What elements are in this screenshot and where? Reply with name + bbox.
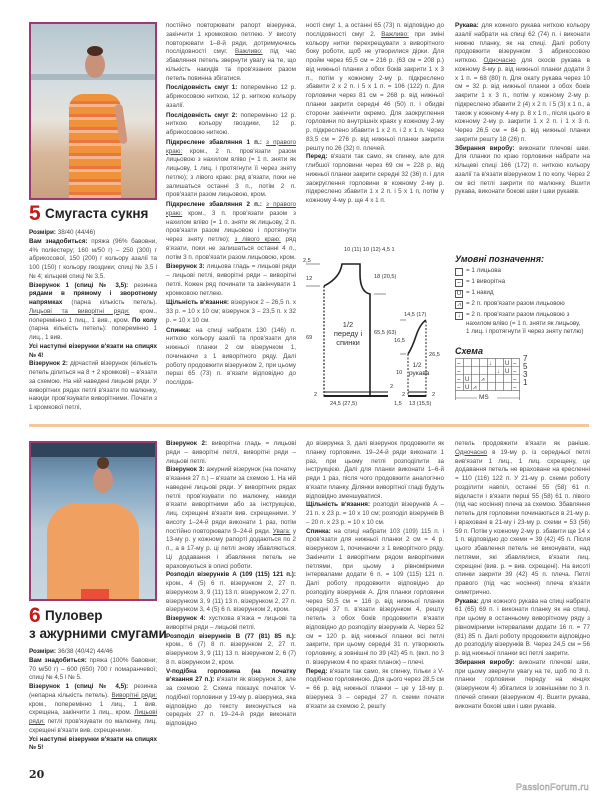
legend-symbol-ssk: ↓ — [455, 312, 463, 320]
stripe-seq2-label: Послідовність смуг 2: — [166, 111, 238, 119]
front-label: Перед: — [306, 153, 328, 161]
pullover-photo — [29, 441, 157, 601]
pattern2-text: виворітна гладь = лицьові ряди – виворітні петлі, виворітні ряди – лицьові петлі. — [166, 440, 297, 465]
pattern1-round-label: По колу — [131, 316, 157, 324]
pattern4-label: Візерунок 4: — [166, 615, 206, 622]
chart-k2tog: ⩘ — [473, 385, 477, 391]
chart-purl: – — [513, 385, 517, 391]
legend-symbol-yarnover: U — [456, 291, 462, 297]
sleeve-dim-2-left: 2 — [402, 392, 406, 398]
col4-text-b: в 19-му р. із середньої петлі вив'язати 1 лиц., 1 лиц. схрещену, це додавання петель не враховане на кресленні = 110 (116) 122 п. У 21-му р. схеми роботу розділити навпіл, останні 55 (58) 61 п. відкласти і в'язати перші 55 (58) 61 п. лівого (під час носіння) плеча за схемою. Збавляння петель для горловини починаються в 21-му р. і враховані в 21-му і 23-му р. схеми = 53 (56) 59 п. Потім у кожному 2-му р. збавити ще 14 x 1 п. відповідно до схеми = 39 (42) 45 п. Після цього збавлення петель не виконувати, над петлями, які збавлялися, в'язати лиц. схрещені (вив. р. = вив. схрещені). На висоті спинки закрити 39 (42) 45 п. плеча. Петлі правого (під час носіння) плеча в'язати симетрично. — [455, 448, 590, 596]
row-label-3: 3 — [523, 370, 528, 379]
gauge-label: Щільність в'язання: — [166, 299, 230, 307]
pattern6-title-a: Пуловер — [45, 608, 103, 623]
chart-purl: – — [457, 369, 461, 375]
sleeve-label: Рукава: — [455, 22, 479, 29]
simultaneously-label: Одночасно — [455, 448, 488, 456]
dim-25: 2,5 — [303, 258, 311, 264]
wrong-rows-label: Виворітні ряди: — [111, 691, 158, 699]
pattern1-label: Візерунок 1 (спиці № 4,5): — [29, 683, 129, 690]
col3-text-a: до візерунка 3, далі візерунок продовжити як планку горловини. 19–24-й ряди виконати 1 раз, при цьому петлі розподілити за інструкцією. Далі для планки виконати 1–6-й ряди 1 раз, після чого продовжити аналогічно в'язати планку. Ділянки виворітної гладі будуть відповідно зменшуватися. — [306, 440, 444, 500]
dec1-text-b: з лівого краю: ряд в'язати, поки не залишаться останні 3 п., потім 2 п. пров'язати разом лицьовою, кром. — [166, 173, 297, 199]
assembly-text: виконати плечові шви. Для планки по краю горловини набрати на кільцеві спиці 166 (172) п. ниткою кольору азалії та в'язати візерунком 1 по колу. Через 2 см всі петлі закрити по малюнку. Вшити рукава, виконати бокові шви і шви рукавів. — [455, 144, 591, 196]
chart-yarnover: U — [465, 377, 470, 383]
chart-row-labels — [523, 355, 527, 387]
section-divider — [29, 424, 589, 427]
pattern3-text-b: у 13-му р. у кожному рапорті додаються по 2 п., а в 17-му р. ці петлі знову збавляються. Ці додавання і збавляння петель не враховуються в описі роботи. — [166, 527, 297, 570]
striped-dress — [69, 94, 121, 200]
watermark: PassionForum.ru — [515, 782, 589, 792]
page-number: 20 — [29, 768, 45, 781]
pattern6-col4 — [455, 440, 590, 711]
stripe-seq1-text: поперемінно 12 р. абрикосовою ниткою, 12 р. ниткою кольору азалії. — [166, 84, 296, 109]
col2-intro: постійно повторювати рапорт візерунка, закінчити 1 кромковою петлею. У висоту повторювати 1–8-й ряди, дотримуючись послідовності смуг. — [166, 22, 296, 56]
dim-width: 24,5 (27,5) — [330, 401, 358, 407]
wrong-rows-text: кром., поперемінно 1 лиц., 1 вив. схрещена, закінчити 1 лиц., кром. — [29, 700, 157, 717]
dec1-text-a: кром., 2 п. пров'язати разом лицьовою з нахилом вліво (= 1 п. зняти як лицьову, 1 лиц. і протягнути її через зняту петлю); — [166, 147, 296, 181]
dim-2-left: 2 — [314, 392, 318, 398]
distB-label: Розподіл візерунків В (77 (81) 85 п.): — [166, 632, 296, 640]
col3-text-b: при зміні кольору нитки перехрещувати з виворітного боку роботи, щоб не утворилися дірки. Для пройм через 65,5 см = 216 р. (63 см = 208 р.) від нижньої планки з обох боків закрити 1 x 3 п., потім у кожному 2-му р. підкреслено збавити 2 x 2 п. і 5 x 1 п. = 106 (122) п. Для горловини через 81 см = 268 р. від нижньої планки закрити середні 46 (50) п. і обидві сторони закінчити окремо. Для заокруглення горловини по внутрішніх краях у кожному 2-му р. підкреслено збавити 1 x 2 п. і 2 x 1 п. Через 83,5 см = 276 р. від нижньої планки закрити решту по 26 (32) п. плечей. — [306, 30, 444, 152]
pattern2-label: Візерунок 2: — [166, 440, 208, 447]
legend-title: Умовні позначення: — [455, 254, 545, 264]
col3-text-a: ності смуг 1, а останні 65 (73) п. відповідно до послідовності смуг 2. — [306, 22, 444, 38]
right-rows-text: петлі пров'язувати по малюнку, лиц. схрещені в'язати вив. схрещеними. — [29, 718, 157, 734]
legend-symbol-purl: – — [455, 279, 463, 287]
gauge-text: візерунок 2 – 26,5 п. x 33 р. = 10 x 10 см; візерунок 3 – 23,5 п. x 32 р. = 10 x 10 см. — [166, 299, 296, 324]
materials-value: пряжа (100% бавовни; 70 м/50 г) – 600 (650) 700 г помаранчевої; спиці № 4,5 і № 5. — [29, 656, 158, 682]
row-label-7: 7 — [523, 354, 528, 363]
legend-text-ssk: = 2 п. пров'язати разом лицьовою з нахилом вліво (= 1 п. зняти як лицьову, 1 лиц. і протягнути її через зняту петлю) — [466, 311, 584, 335]
back-text: на спиці набрати 130 (146) п. ниткою кольору азалії та пров'язати для нижньої планки 2 см візерунком 1, починаючи з 1 виворітного ряду. Далі роботу продовжити візерунком 2, при цьому перші 65 (73) п. в'язати відповідно до послідов- — [166, 326, 297, 386]
legend-text-yarnover: = 1 накид — [466, 289, 494, 296]
pattern3-label: Візерунок 3: — [166, 466, 205, 474]
col4-text-a: петель продовжити в'язати як раніше. — [455, 440, 590, 447]
important-label: Важливо: — [235, 48, 263, 56]
right-rows-label: Лицьові ряди: — [29, 709, 158, 725]
pattern2-text: дірчастий візерунок (кількість петель ділиться на 8 + 2 кромкові) – в'язати за схемою. На ній наведені лицьові ряди. У виворітних рядах петлі в'язати по малюнку, накиди пров'язувати виворітними. Почати з 1 кромкової петлі, — [29, 360, 157, 411]
distB-text: кром., 6 (7) 8 п. візерунком 2, 27 п. візерунком 3, 9 (11) 13 п. візерунком 2, 6 (7) 8 п. візерунком 2, кром. — [166, 641, 296, 666]
distA-text: кром., 4 (5) 6 п. візерунком 2, 27 п. візерунком 3, 9 (11) 13 п. візерунком 2, 27 п. візерунком 3, 9 (11) 13 п. візерунком 2, 27 п. візерунком 3, 4 (5) 6 п. візерунком 2, кром. — [166, 580, 296, 614]
dress-photo — [29, 22, 157, 200]
chart-ms-label: MS — [479, 394, 489, 401]
pattern6-col2 — [166, 440, 296, 729]
gauge-label: Щільність в'язання: — [306, 501, 371, 509]
chart-purl: – — [457, 385, 461, 391]
dim-2-right: 2 — [390, 384, 394, 390]
pattern1-rows: рядами в прямому і зворотному напрямках — [29, 290, 157, 306]
back-label: Спинка: — [166, 326, 191, 334]
needle-note: Усі наступні візерунки в'язати на спицях № 4! — [29, 342, 157, 359]
sleeve-dim-top: 14,5 (17) — [404, 312, 427, 318]
front-label: Перед: — [306, 667, 328, 675]
pattern1-note: (парна кількість петель). — [71, 299, 157, 306]
pattern2-label: Візерунок 2: — [29, 360, 68, 368]
chart-purl: – — [513, 361, 517, 367]
dim-18: 18 (20,5) — [374, 274, 397, 280]
pattern1-label: Візерунок 1 (спиці № 3,5): — [29, 281, 129, 289]
stripe-seq2-text: поперемінно 12 р. ниткою кольору гвоздики, 12 р. абрикосовою ниткою. — [166, 111, 296, 136]
assembly-label: Збирання виробу: — [455, 658, 515, 666]
materials-value: пряжа (96% бавовни, 4% поліестеру; 160 м/50 г) – 250 (300) г абрикосової, 150 (200) г кольору азалії та 100 (150) г кольору гвоздики; спиці № 3,5 і № 4; кільцеві спиці № 3,5. — [29, 237, 158, 280]
row-label-5: 5 — [523, 362, 528, 371]
diagram-center-label: 1/2 переду і спинки — [333, 320, 363, 347]
chart-yarnover: U — [465, 385, 470, 391]
dim-12: 12 — [306, 276, 313, 282]
chart-purl: – — [457, 377, 461, 383]
back-text: на спиці набрати 103 (109) 115 п. і пров'язати для нижньої планки 2 см = 4 р. візерунком 1, починаючи з 1 виворітного ряду. Закінчити 1 виворітним рядом виворітними петлями, при цьому з рівномірними інтервалами додати 6 п. = 109 (115) 121 п. Далі роботу продовжити відповідно до розподілу візерунків А. Для планки горловини через 50,5 см = 116 р. від нижньої планки середні 37 п. в'язати візерунком 4, решту петель з обох боків продовжити в'язати відповідно до розподілу візерунків А. Через 52 см = 120 р. від нижньої планки всі петлі закрити, при цьому середні 31 п. утворюють горловину, а зовнішні по 39 (42) 45 п. (вкл. по 3 п. візерунком 4 по краях планок) – плечі. — [306, 527, 444, 666]
chart-ssk: ↓ — [489, 361, 492, 367]
sleeve-dim-265: 26,5 — [429, 352, 440, 358]
pattern6-col1 — [29, 648, 157, 753]
dec2-label: Підкреслене збавляння 2 п.: — [166, 201, 262, 208]
front-text: в'язати так само, як спинку, тільки з V-подібною горловиною. Для цього через 28,5 см = 66 р. від нижньої планки – це у 18-му р. візерунка 3 – середні 27 п. схеми почати в'язати за схемою 2, решту — [306, 667, 444, 710]
gauge-text: розподіл візерунків А – 21 п. x 23 р. = 10 x 10 см; розподіл візерунків В – 20 п. x 23 р. = 10 x 10 см. — [306, 501, 444, 526]
sleeve-text-a: для кожного рукава ниткою кольору азалії набрати на спиці 62 (74) п. і виконати нижню планку, як на спиці. Далі роботу продовжити візерунком 3 абрикосовою ниткою. — [455, 22, 590, 64]
col2-intro2: під час збавляння петель звернути увагу на те, що кількість накидів та пров'язаних разом петель повинна збігатися. — [166, 48, 297, 82]
sleeve-dim-bottom: 13 (15,5) — [409, 401, 432, 407]
dim-top-a: 10 (11) — [344, 247, 362, 253]
pattern5-number: 5 — [29, 202, 41, 225]
legend-text-knit: = 1 лицьова — [466, 267, 502, 274]
sleeve-dim-10: 10 — [396, 370, 403, 376]
sizes-label: Розміри: — [29, 648, 57, 655]
pattern3-label: Візерунок 3: — [166, 263, 205, 271]
needle-note: Усі наступні візерунки в'язати на спицях № 5! — [29, 735, 157, 752]
pattern3-text: лицьова гладь = лицьові ряди – лицьові петлі, виворітні ряди – виворітні петлі. Кожен ряд починати та закінчувати 1 кромковою петлею. — [166, 263, 297, 297]
chart-purl: – — [513, 369, 517, 375]
back-label: Спинка: — [306, 527, 331, 535]
sleeve-label: Рукава: — [455, 597, 479, 605]
pattern1-text: резинка (непарна кількість петель). — [29, 683, 158, 699]
sizes-value: 38/40 (44/46) — [57, 229, 96, 236]
dim-69: 69 — [306, 335, 313, 341]
chart-purl: – — [457, 361, 461, 367]
pattern5-col4 — [455, 22, 590, 197]
dim-655: 65,5 (63) — [374, 330, 397, 336]
pattern3-text: ажурний візерунок (на початку в'язання 27 п.) – в'язати за схемою 1. На ній наведені лицьові ряди. У виворітних рядах петлі пров'язувати по малюнку, накиди в'язати виворітними або за інструкцією, лиц. схрещені в'язати вив. схрещеними. У висоту 1–24-й ряди виконати 1 раз, потім постійно повторювати 9–24-й ряди. — [166, 466, 297, 535]
dec2-left: з лівого краю: — [234, 236, 281, 243]
sleeve-dim-165: 16,5 — [394, 338, 405, 344]
vneck-text: в'язати як візерунок 3, але за схемою 2. Схема показує початок V-подібної горловини у 19-му р. візерунка, яка відповідно до тексту виконується на середніх 27 п. 19–24-й ряди виконати відповідно — [166, 676, 296, 727]
chart-k2tog: ⩘ — [481, 377, 485, 383]
sleeve-text-b: для скосів рукава в кожному 8-му р. від нижньої планки додати 3 x 1 п. = 68 (80) п. Для окату рукава через 10 см = 32 р. від нижньої планки з обох боків закрити 1 x 3 п., потім у кожному 2-му р. підкреслено збавити 2 (4) x 2 п. і 5 (3) x 1 п., а також у кожному 4-му р. 8 x 1 п., після цього в кожному 2-му р. закрити 1 x 2 п. і 1 x 3 п. Через 26,5 см = 84 р. від нижньої планки закрити решту 18 (26) п. — [455, 57, 590, 143]
dim-top-b: 10 (12) — [362, 247, 381, 253]
dim-top — [344, 247, 395, 254]
distA-label: Розподіл візерунків А (109 (115) 121 п.): — [166, 571, 296, 579]
materials-label: Вам знадобиться: — [29, 237, 88, 245]
row-label-1: 1 — [523, 378, 528, 387]
schema-title: Схема — [455, 346, 483, 356]
pattern5-col3 — [306, 22, 444, 206]
sleeve-text: для кожного рукава на спиці набрати 61 (65) 69 п. і виконати планку як на спиці, при цьому в останньому виворітному ряду з рівномірними інтервалами додати 16 п. = 77 (81) 85 п. Далі роботу продовжити відповідно до розподілу візерунків В. Через 24,5 см = 56 р. від нижньої планки всі петлі закрити. — [455, 597, 590, 657]
materials-label: Вам знадобиться: — [29, 656, 87, 664]
pattern1-text: резинка — [133, 281, 158, 289]
assembly-text: виконати плечові шви, при цьому звернути увагу на те, щоб по 3 п. планки горловини переду на кінцях (візерунком 4) збігалися із зовнішніми по 3 п. плечей спинки (візерунком 4). Вшити рукава, виконати бокові шви і шви рукавів. — [455, 658, 591, 710]
legend-symbol-k2tog: ⩘ — [455, 301, 463, 309]
model-head — [93, 467, 113, 493]
pattern6-title-b: з ажурними смугами — [29, 626, 167, 641]
dec2-text-b: ряд в'язати, поки не залишаться останні 4 п., потім 3 п. пров'язати разом лицьовою, кром. — [166, 236, 297, 261]
pattern1-rows-text: кром., поперемінно 1 лиц., 1 вив., кром. — [29, 307, 157, 324]
sleeve-dim-2-right: 2 — [432, 392, 436, 398]
chart-yarnover: U — [505, 361, 510, 367]
attention-label: Увага: — [272, 527, 291, 535]
assembly-label: Збирання виробу: — [455, 144, 515, 152]
dim-top-c: 4,5 1 — [382, 247, 395, 253]
orange-pullover — [47, 503, 139, 601]
stripe-seq1-label: Послідовність смуг 1: — [166, 84, 238, 92]
vneck-label: V-подібна горловина (на початку в'язання 27 п.): — [166, 667, 296, 684]
dec2-right: з правого краю: — [166, 201, 296, 217]
chart-ssk: ↓ — [497, 369, 500, 375]
dec1-right: з правого краю: — [166, 138, 296, 155]
dec2-text-a: кром., 3 п. пров'язати разом з нахилом вліво (= 1 п. зняти як лицьову, 2 п. пров'язати разом лицьовою і протягнути через зняту петлю); — [166, 209, 296, 243]
front-text: в'язати так само, як спинку, але для глибшої горловини через 69 см = 228 р. від нижньої планки закрити середні 32 (36) п. і для заокруглення горловини в кожному 2-му р. підкреслено збавити 1 x 2 п. і 5 x 1 п, потім у кожному 4-му р. ще 4 x 1 п. — [306, 153, 445, 204]
pattern1-rows-label: Лицьові та виворітні ряди: — [29, 307, 130, 315]
legend-text-k2tog: = 2 п. пров'язати разом лицьовою — [466, 300, 565, 307]
chart-purl: – — [513, 377, 517, 383]
pattern5-title: Смугаста сукня — [45, 206, 149, 221]
dec1-label: Підкреслене збавляння 1 п.: — [166, 138, 262, 146]
pattern5-col1 — [29, 229, 157, 413]
legend-text-purl: = 1 виворітна — [466, 278, 506, 285]
chart-yarnover: U — [505, 369, 510, 375]
pattern4-text: хусткова в'язка = лицьові та виворітні ряди – лицьові петлі. — [166, 615, 296, 631]
simultaneously-label: Одночасно — [483, 57, 516, 64]
sleeve-center-label: 1/2 рукава — [409, 362, 430, 377]
pattern6-col3 — [306, 440, 444, 711]
pattern5-col2 — [166, 22, 296, 388]
sleeve-dim-15: 1,5 — [394, 401, 402, 407]
sizes-value: 36/38 (40/42) 44/46 — [57, 648, 113, 655]
pattern6-number: 6 — [29, 604, 41, 627]
sizes-label: Розміри: — [29, 229, 57, 236]
important-label-2: Важливо: — [381, 30, 409, 38]
pattern1-round-text: (парна кількість петель): поперемінно 1 лиц., 1 вив. — [29, 325, 157, 341]
